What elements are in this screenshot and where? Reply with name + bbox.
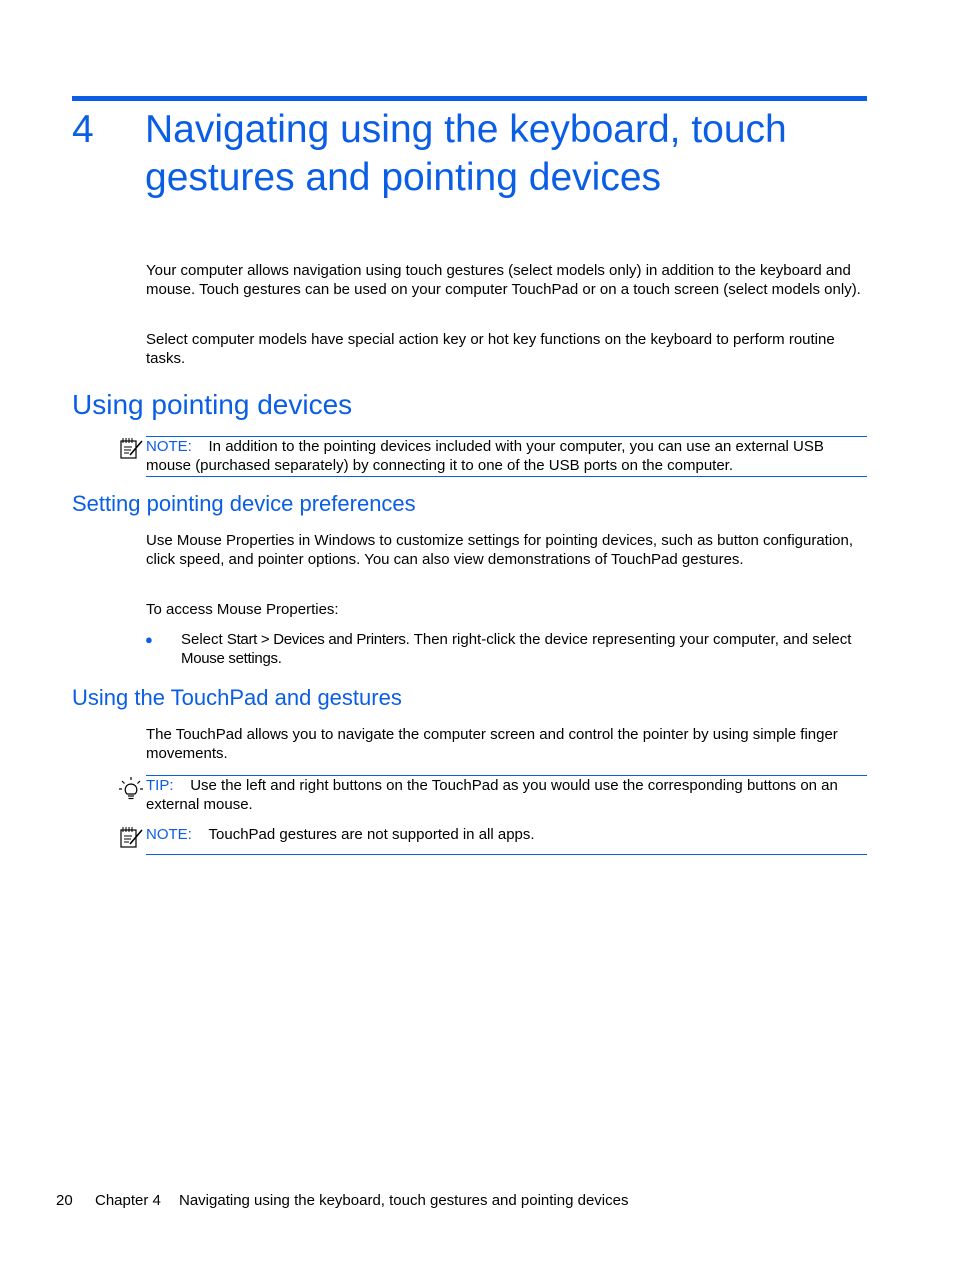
note-label-touchpad: NOTE: — [146, 826, 192, 843]
footer-chapter-label: Chapter 4 — [95, 1192, 161, 1209]
bullet-text-2: . Then right-click the device representing your computer, and select — [405, 631, 852, 648]
subsection-heading-touchpad: Using the TouchPad and gestures — [72, 685, 402, 710]
section-heading-pointing-devices: Using pointing devices — [72, 389, 353, 420]
note-text — [146, 437, 867, 475]
footer-page-number: 20 — [56, 1192, 73, 1209]
bullet-item — [181, 630, 869, 668]
touchpad-paragraph-1: The TouchPad allows you to navigate the computer screen and control the pointer by using simple finger movements. — [146, 726, 838, 762]
chapter-title: Navigating using the keyboard, touch gestures and pointing devices — [145, 108, 787, 199]
note-body-touchpad: TouchPad gestures are not supported in all apps. — [208, 826, 535, 843]
note-label: NOTE: — [146, 438, 192, 455]
note-callout-touchpad — [146, 825, 867, 855]
preferences-paragraph-1: Use Mouse Properties in Windows to customize settings for pointing devices, such as button configuration, click speed, and pointer options. You can also view demonstrations of TouchPad gestures. — [146, 532, 854, 568]
note-body: In addition to the pointing devices included with your computer, you can use an external USB mouse (purchased separately) by connecting it to one of the USB ports on the computer. — [146, 438, 824, 474]
subsection-heading-preferences: Setting pointing device preferences — [72, 491, 416, 516]
tip-body: Use the left and right buttons on the TouchPad as you would use the corresponding buttons on an external mouse. — [146, 777, 838, 813]
lightbulb-icon — [118, 776, 144, 800]
tip-label: TIP: — [146, 777, 174, 794]
intro-paragraph-2: Select computer models have special action key or hot key functions on the keyboard to perform routine tasks. — [146, 331, 835, 367]
preferences-paragraph-2: To access Mouse Properties: — [146, 601, 339, 618]
note-text-touchpad — [146, 825, 867, 844]
footer-chapter-title: Navigating using the keyboard, touch gestures and pointing devices — [179, 1192, 629, 1209]
chapter-number: 4 — [72, 108, 94, 151]
intro-paragraph-1: Your computer allows navigation using touch gestures (select models only) in addition to the keyboard and mouse. Touch gestures can be used on your computer TouchPad or on a touch screen (select models only). — [146, 262, 861, 298]
bullet-text-3: . — [277, 650, 282, 667]
note-icon — [118, 436, 144, 460]
chapter-rule — [72, 96, 867, 101]
tip-callout — [146, 775, 867, 814]
note-callout — [146, 436, 867, 477]
bullet-marker: ● — [145, 632, 153, 647]
note-icon — [118, 825, 144, 849]
bullet-text-1: Select — [181, 631, 227, 648]
bullet-ui-path: Start > Devices and Printers — [226, 631, 406, 648]
bullet-ui-mouse-settings: Mouse settings — [181, 650, 278, 667]
tip-text — [146, 776, 867, 814]
